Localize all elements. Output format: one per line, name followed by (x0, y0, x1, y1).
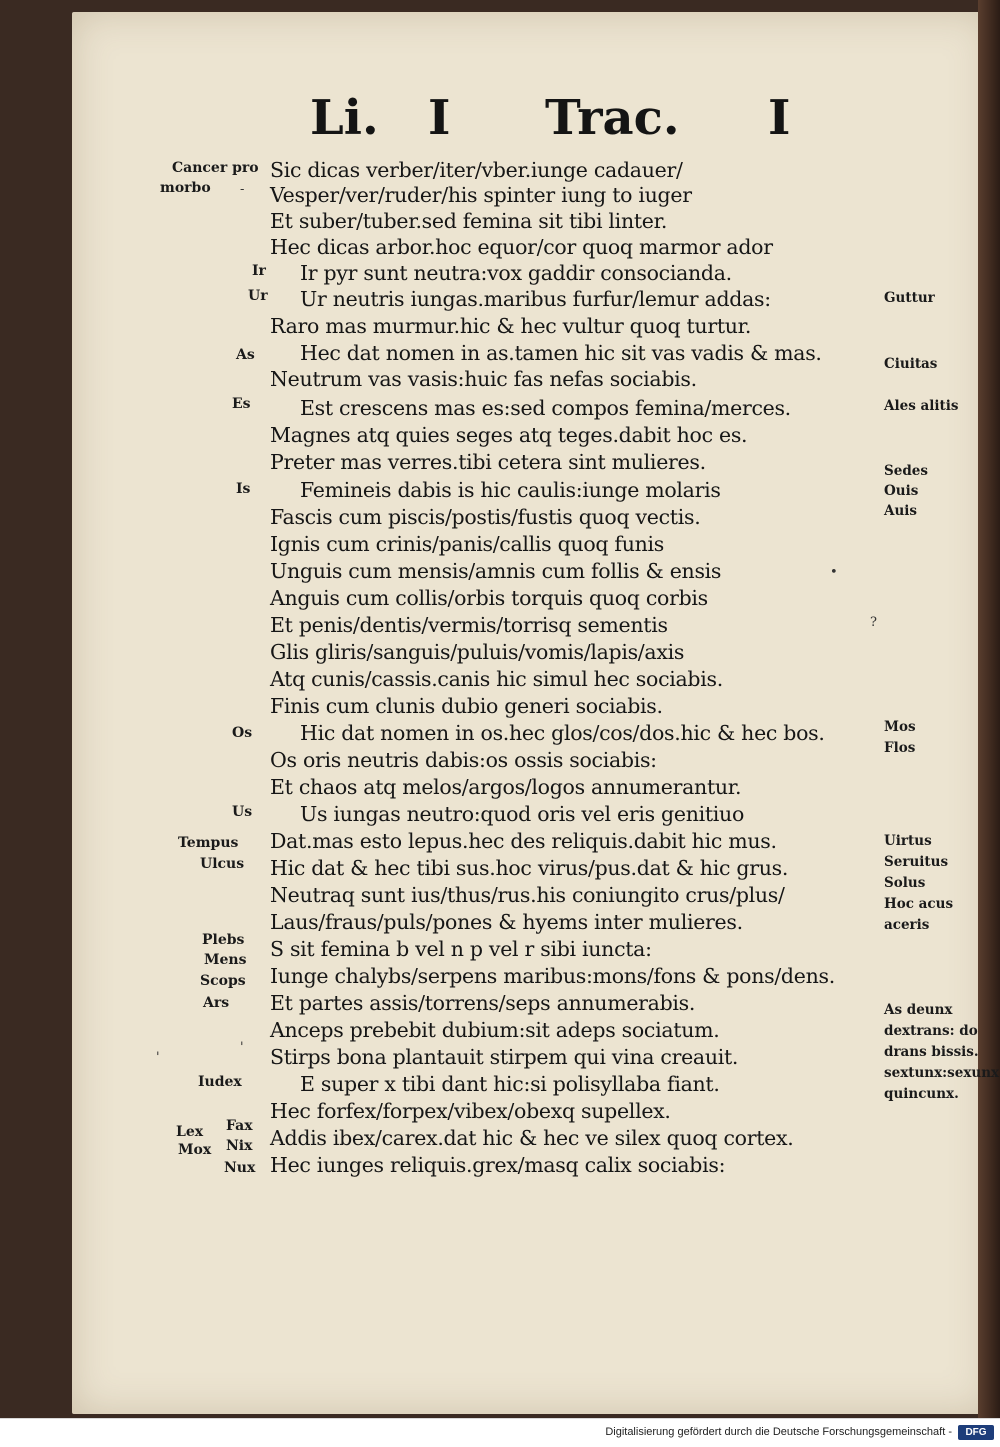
ink-fleck: - (240, 182, 245, 197)
margin-note-right: Ales alitis (884, 398, 959, 414)
margin-note-right: Uirtus (884, 833, 932, 849)
text-line: Hec iunges reliquis.grex/masq calix sociabis: (270, 1153, 726, 1177)
margin-note-right: Solus (884, 875, 926, 891)
text-line: Addis ibex/carex.dat hic & hec ve silex quoq cortex. (270, 1126, 794, 1150)
text-line: Unguis cum mensis/amnis cum follis & ensis (270, 559, 722, 583)
running-header (310, 90, 800, 150)
margin-note-left: Es (232, 396, 251, 412)
text-line: Fascis cum piscis/postis/fustis quoq vectis. (270, 505, 701, 529)
text-line: Sic dicas verber/iter/vber.iunge cadauer/ (270, 158, 683, 182)
text-line: S sit femina b vel n p vel r sibi iuncta: (270, 937, 652, 961)
text-line: Magnes atq quies seges atq teges.dabit hoc es. (270, 423, 748, 447)
text-line: Us iungas neutro:quod oris vel eris genitiuo (300, 802, 744, 826)
margin-note-left: Nux (224, 1160, 256, 1176)
header-liber: Li. (310, 90, 379, 146)
header-tractatus: Trac. (545, 90, 680, 146)
margin-note-left: morbo (160, 180, 211, 196)
margin-note-right: Seruitus (884, 854, 949, 870)
margin-note-left: Ulcus (200, 856, 245, 872)
margin-note-right: Auis (884, 503, 918, 519)
margin-note-left: Cancer pro (172, 160, 259, 176)
text-line: Anceps prebebit dubium:sit adeps sociatum. (270, 1018, 720, 1042)
margin-note-left: Is (236, 481, 251, 497)
text-line: Os oris neutris dabis:os ossis sociabis: (270, 748, 657, 772)
margin-note-left: Lex (176, 1124, 204, 1140)
text-line: Finis cum clunis dubio generi sociabis. (270, 694, 663, 718)
margin-note-left: Scops (200, 973, 246, 989)
text-line: E super x tibi dant hic:si polisyllaba fiant. (300, 1072, 720, 1096)
text-line: Hec dicas arbor.hoc equor/cor quoq marmor ador (270, 235, 773, 259)
margin-note-right: aceris (884, 917, 930, 933)
bleed-through (780, 80, 990, 160)
text-line: Raro mas murmur.hic & hec vultur quoq turtur. (270, 314, 752, 338)
margin-note-right: Sedes (884, 463, 928, 479)
text-line: Est crescens mas es:sed compos femina/merces. (300, 396, 791, 420)
margin-note-left: Ir (252, 263, 266, 279)
margin-note-right: dextrans: do (884, 1023, 978, 1039)
text-line: Et chaos atq melos/argos/logos annumerantur. (270, 775, 742, 799)
margin-note-left: Us (232, 804, 253, 820)
text-line: Ignis cum crinis/panis/callis quoq funis (270, 532, 664, 556)
margin-note-right: drans bissis. (884, 1044, 979, 1060)
ink-fleck: ' (156, 1050, 160, 1065)
book-binding (978, 0, 1000, 1418)
margin-note-right: Guttur (884, 290, 935, 306)
ink-fleck: • (830, 565, 838, 580)
text-line: Dat.mas esto lepus.hec des reliquis.dabit hic mus. (270, 829, 777, 853)
margin-note-left: Plebs (202, 932, 245, 948)
margin-note-left: Iudex (198, 1074, 242, 1090)
margin-note-left: Mens (204, 952, 247, 968)
margin-note-right: Ciuitas (884, 356, 938, 372)
margin-note-left: Mox (178, 1142, 212, 1158)
text-line: Neutraq sunt ius/thus/rus.his coniungito crus/plus/ (270, 883, 785, 907)
margin-note-right: quincunx. (884, 1086, 959, 1102)
margin-note-right: sextunx:sexunx (884, 1065, 1000, 1081)
footer-credit: Digitalisierung gefördert durch die Deutsche Forschungsgemeinschaft - (605, 1426, 952, 1438)
header-liber-number: I (428, 90, 451, 146)
ink-fleck: ? (870, 615, 877, 630)
text-line: Femineis dabis is hic caulis:iunge molaris (300, 478, 721, 502)
margin-note-right: Flos (884, 740, 916, 756)
text-line: Anguis cum collis/orbis torquis quoq corbis (270, 586, 708, 610)
margin-note-left: Os (232, 725, 253, 741)
ink-fleck: ' (240, 1040, 244, 1055)
text-line: Et suber/tuber.sed femina sit tibi linter. (270, 209, 668, 233)
text-line: Et partes assis/torrens/seps annumerabis. (270, 991, 696, 1015)
header-tractatus-number: I (768, 90, 791, 146)
margin-note-left: Fax (226, 1118, 253, 1134)
text-line: Atq cunis/cassis.canis hic simul hec sociabis. (270, 667, 723, 691)
text-line: Hec dat nomen in as.tamen hic sit vas vadis & mas. (300, 341, 822, 365)
text-line: Et penis/dentis/vermis/torrisq sementis (270, 613, 668, 637)
text-line: Ir pyr sunt neutra:vox gaddir consocianda. (300, 261, 732, 285)
text-line: Hic dat nomen in os.hec glos/cos/dos.hic & hec bos. (300, 721, 825, 745)
margin-note-right: Ouis (884, 483, 919, 499)
text-line: Neutrum vas vasis:huic fas nefas sociabis. (270, 367, 697, 391)
text-line: Vesper/ver/ruder/his spinter iung to iuger (270, 183, 692, 207)
text-line: Laus/fraus/puls/pones & hyems inter mulieres. (270, 910, 743, 934)
margin-note-left: As (236, 347, 255, 363)
text-line: Glis gliris/sanguis/puluis/vomis/lapis/axis (270, 640, 685, 664)
margin-note-right: Hoc acus (884, 896, 954, 912)
text-line: Preter mas verres.tibi cetera sint mulieres. (270, 450, 706, 474)
text-line: Hec forfex/forpex/vibex/obexq supellex. (270, 1099, 671, 1123)
margin-note-left: Ur (248, 288, 268, 304)
margin-note-right: As deunx (884, 1002, 953, 1018)
text-line: Hic dat & hec tibi sus.hoc virus/pus.dat & hic grus. (270, 856, 789, 880)
margin-note-right: Mos (884, 719, 916, 735)
margin-note-left: Tempus (178, 835, 239, 851)
footer-bar (0, 1418, 1000, 1447)
text-line: Ur neutris iungas.maribus furfur/lemur addas: (300, 287, 771, 311)
margin-note-left: Nix (226, 1138, 253, 1154)
text-line: Iunge chalybs/serpens maribus:mons/fons & pons/dens. (270, 964, 835, 988)
text-line: Stirps bona plantauit stirpem qui vina creauit. (270, 1045, 739, 1069)
dfg-logo[interactable]: DFG (958, 1425, 994, 1440)
margin-note-left: Ars (203, 995, 230, 1011)
